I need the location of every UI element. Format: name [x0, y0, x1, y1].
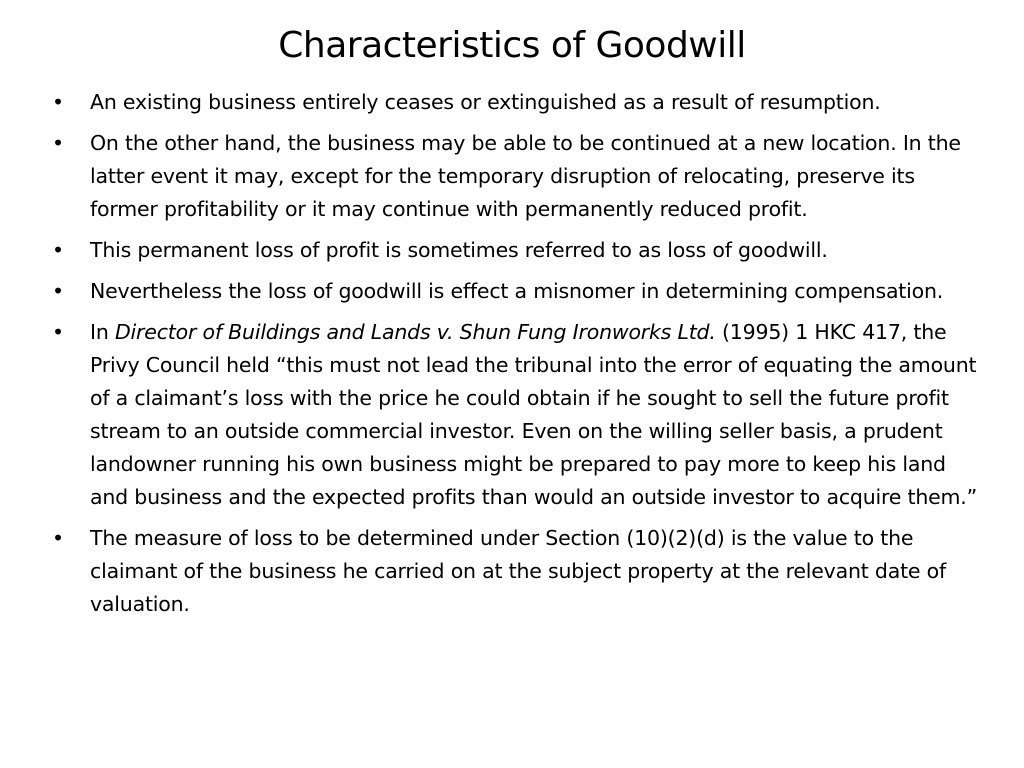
bullet-item: • Nevertheless the loss of goodwill is effect a misnomer in determining compensation. — [48, 275, 978, 308]
case-name: Director of Buildings and Lands v. Shun Fung Ironworks Ltd. — [114, 320, 716, 344]
slide-title: Characteristics of Goodwill — [278, 25, 746, 66]
bullet-text-prefix: In — [90, 320, 115, 344]
bullet-item: • On the other hand, the business may be able to be continued at a new location. In the latter event it may, except for the temporary disruption of relocating, preserve its former profitability or it may continue with permanently reduced profit. — [48, 127, 978, 226]
bullet-item-case-quote — [48, 316, 978, 514]
bullet-item: • The measure of loss to be determined under Section (10)(2)(d) is the value to the claimant of the business he carried on at the subject property at the relevant date of valuation. — [48, 522, 978, 621]
bullet-item: • This permanent loss of profit is sometimes referred to as loss of goodwill. — [48, 234, 978, 267]
bullet-text-suffix: (1995) 1 HKC 417, the Privy Council held “this must not lead the tribunal into the error of equating the amount of a claimant’s loss with the price he could obtain if he sought to sell the future profit stream to an outside commercial investor. Even on the willing seller basis, a prudent landowner running his own business might be prepared to pay more to keep his land and business and the expected profits than would an outside investor to acquire them.” — [90, 320, 978, 509]
bullet-list — [48, 86, 978, 629]
bullet-item: • An existing business entirely ceases or extinguished as a result of resumption. — [48, 86, 978, 119]
